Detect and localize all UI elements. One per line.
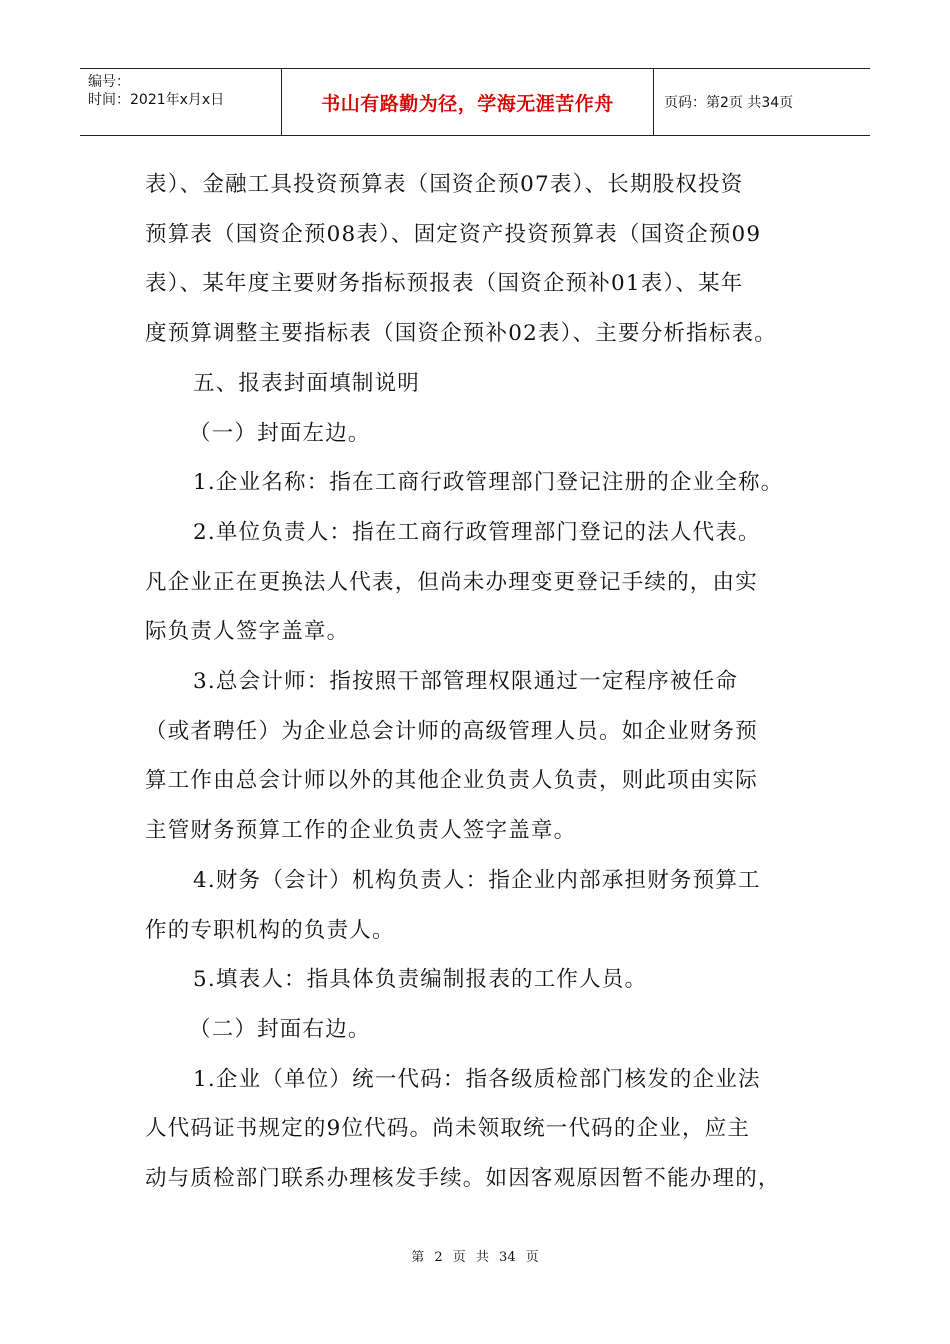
page-header — [80, 68, 870, 136]
text-line: 动与质检部门联系办理核发手续。如因客观原因暂不能办理的， — [145, 1166, 781, 1192]
text-line: 人代码证书规定的9位代码。尚未领取统一代码的企业，应主 — [145, 1116, 751, 1142]
text-line: 凡企业正在更换法人代表，但尚未办理变更登记手续的，由实 — [145, 569, 758, 595]
document-body — [145, 160, 815, 1204]
text-line: 表）、某年度主要财务指标预报表（国资企预补01表）、某年 — [145, 271, 744, 297]
text-line: 算工作由总会计师以外的其他企业负责人负责，则此项由实际 — [145, 768, 758, 794]
text-line: 际负责人签字盖章。 — [145, 619, 350, 645]
text-line: 2.单位负责人：指在工商行政管理部门登记的法人代表。 — [193, 519, 761, 545]
text-line: 4.财务（会计）机构负责人：指企业内部承担财务预算工 — [193, 867, 761, 893]
header-meta — [80, 69, 282, 135]
text-line: 3.总会计师：指按照干部管理权限通过一定程序被任命 — [193, 669, 739, 695]
header-page-info: 页码：第2页 共34页 — [664, 95, 794, 111]
text-line: 主管财务预算工作的企业负责人签字盖章。 — [145, 818, 577, 844]
text-line: 预算表（国资企预08表）、固定资产投资预算表（国资企预09 — [145, 221, 762, 247]
subsection-heading: （二）封面右边。 — [189, 1016, 371, 1042]
text-line: （或者聘任）为企业总会计师的高级管理人员。如企业财务预 — [145, 718, 758, 744]
subsection-heading: （一）封面左边。 — [189, 420, 371, 446]
time-label: 时间：2021年x月x日 — [88, 92, 225, 108]
text-line: 表）、金融工具投资预算表（国资企预07表）、长期股权投资 — [145, 172, 744, 197]
text-line: 作的专职机构的负责人。 — [145, 917, 395, 943]
number-label: 编号： — [88, 74, 130, 90]
page-footer: 第 2 页 共 34 页 — [411, 1250, 539, 1265]
text-line: 5.填表人：指具体负责编制报表的工作人员。 — [193, 967, 648, 993]
text-line: 度预算调整主要指标表（国资企预补02表）、主要分析指标表。 — [145, 321, 777, 347]
text-line: 1.企业（单位）统一代码：指各级质检部门核发的企业法 — [193, 1066, 761, 1092]
text-line: 1.企业名称：指在工商行政管理部门登记注册的企业全称。 — [193, 470, 784, 496]
header-motto: 书山有路勤为径，学海无涯苦作舟 — [282, 69, 654, 135]
section-heading: 五、报表封面填制说明 — [193, 370, 421, 396]
